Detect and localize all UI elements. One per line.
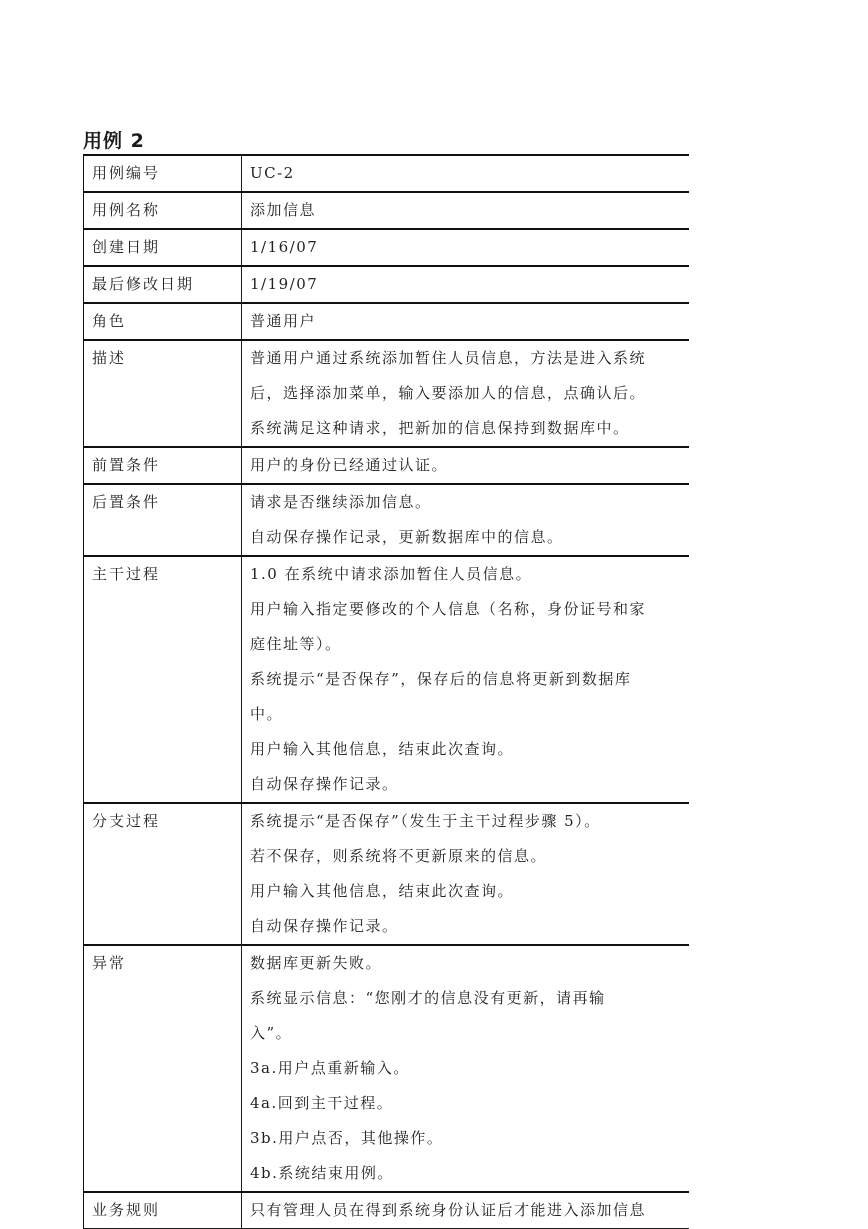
field-value	[242, 155, 689, 192]
field-value-line: 普通用户通过系统添加暂住人员信息，方法是进入系统	[250, 349, 647, 367]
field-label: 分支过程	[84, 803, 242, 945]
table-row	[84, 1192, 689, 1229]
field-value-line: 中。	[250, 705, 284, 723]
field-value-line: 系统显示信息：“您刚才的信息没有更新，请再输	[250, 989, 606, 1007]
field-value	[242, 340, 689, 447]
table-row	[84, 155, 689, 192]
document-title: 用例 2	[83, 130, 145, 152]
table-row	[84, 192, 689, 229]
field-value	[242, 192, 689, 229]
field-label: 前置条件	[84, 447, 242, 484]
table-row	[84, 945, 689, 1192]
field-label: 主干过程	[84, 556, 242, 803]
field-value-line: 1/19/07	[250, 275, 319, 293]
field-value-line: 请求是否继续添加信息。	[250, 493, 432, 511]
field-value-line: 系统满足这种请求，把新加的信息保持到数据库中。	[250, 419, 630, 437]
table-row	[84, 447, 689, 484]
field-value-line: 自动保存操作记录，更新数据库中的信息。	[250, 528, 564, 546]
field-value-line: 只有管理人员在得到系统身份认证后才能进入添加信息	[250, 1201, 647, 1219]
field-value-line: 3a.用户点重新输入。	[250, 1059, 410, 1077]
field-value-line: 庭住址等）。	[250, 635, 342, 653]
field-value-line: 3b.用户点否，其他操作。	[250, 1129, 444, 1147]
field-label: 角色	[84, 303, 242, 340]
field-value-line: 4b.系统结束用例。	[250, 1164, 394, 1182]
field-value-line: 系统提示“是否保存”（发生于主干过程步骤 5）。	[250, 812, 601, 830]
field-value	[242, 803, 689, 945]
field-value-line: 4a.回到主干过程。	[250, 1094, 394, 1112]
field-label: 创建日期	[84, 229, 242, 266]
field-value-line: 入”。	[250, 1024, 293, 1042]
table-row	[84, 229, 689, 266]
field-label: 用例名称	[84, 192, 242, 229]
field-value	[242, 484, 689, 556]
table-row	[84, 484, 689, 556]
field-value-line: 后，选择添加菜单，输入要添加人的信息，点确认后。	[250, 384, 647, 402]
field-value-line: 1.0 在系统中请求添加暂住人员信息。	[250, 565, 533, 583]
field-value-line: 系统提示“是否保存”，保存后的信息将更新到数据库	[250, 670, 632, 688]
field-value	[242, 556, 689, 803]
field-value-line: 普通用户	[250, 312, 317, 330]
field-value	[242, 1192, 689, 1229]
field-label: 异常	[84, 945, 242, 1192]
field-value-line: 用户输入其他信息，结束此次查询。	[250, 740, 515, 758]
field-value-line: 用户输入其他信息，结束此次查询。	[250, 882, 515, 900]
field-value	[242, 945, 689, 1192]
field-value-line: 若不保存，则系统将不更新原来的信息。	[250, 847, 548, 865]
field-label: 描述	[84, 340, 242, 447]
field-value-line: 1/16/07	[250, 238, 319, 256]
field-value	[242, 447, 689, 484]
field-label: 业务规则	[84, 1192, 242, 1229]
field-label: 最后修改日期	[84, 266, 242, 303]
table-row	[84, 556, 689, 803]
field-label: 用例编号	[84, 155, 242, 192]
use-case-table	[83, 154, 689, 1229]
use-case-table-body	[84, 155, 689, 1229]
field-value	[242, 229, 689, 266]
table-row	[84, 340, 689, 447]
field-value-line: 添加信息	[250, 201, 317, 219]
field-value-line: 数据库更新失败。	[250, 954, 383, 972]
table-row	[84, 803, 689, 945]
field-label: 后置条件	[84, 484, 242, 556]
field-value-line: 用户输入指定要修改的个人信息（名称，身份证号和家	[250, 600, 647, 618]
field-value-line: UC-2	[250, 164, 295, 182]
field-value	[242, 266, 689, 303]
field-value-line: 用户的身份已经通过认证。	[250, 456, 449, 474]
table-row	[84, 266, 689, 303]
field-value	[242, 303, 689, 340]
field-value-line: 自动保存操作记录。	[250, 917, 399, 935]
table-row	[84, 303, 689, 340]
field-value-line: 自动保存操作记录。	[250, 775, 399, 793]
